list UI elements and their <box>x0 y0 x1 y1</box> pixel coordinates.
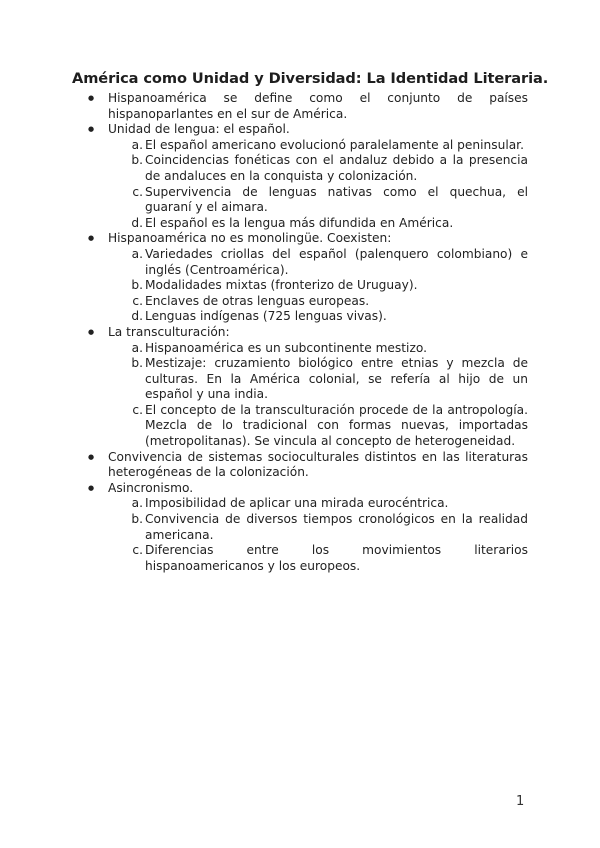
sub-item-marker: a. <box>131 496 143 511</box>
page-title: América como Unidad y Diversidad: La Identidad Literaria. <box>72 70 549 87</box>
content-area <box>0 91 600 574</box>
bullet-text: Unidad de lengua: el español. <box>108 122 290 137</box>
sub-item <box>131 496 528 512</box>
bullet-item <box>0 450 528 481</box>
sub-item <box>131 356 528 403</box>
sub-item-text: El español americano evolucionó paralelamente al peninsular. <box>145 137 524 152</box>
sub-item <box>131 246 528 278</box>
sub-item-marker: a. <box>131 340 143 355</box>
sub-item-text: Imposibilidad de aplicar una mirada eurocéntrica. <box>145 496 449 511</box>
sub-item <box>131 137 528 154</box>
sub-item-text: Coincidencias fonéticas con el andaluz debido a la presencia de andaluces en la conquista y colonización. <box>145 153 528 183</box>
sub-item-text: Convivencia de diversos tiempos cronológicos en la realidad americana. <box>145 512 528 542</box>
sub-item-marker: d. <box>131 215 143 230</box>
bullet-item <box>0 325 528 450</box>
sub-item <box>131 153 528 184</box>
sub-item <box>132 402 528 450</box>
sub-item-marker: c. <box>132 543 143 558</box>
sub-item-marker: a. <box>131 137 143 152</box>
sub-list <box>108 496 528 574</box>
sub-item-marker: c. <box>132 293 143 308</box>
sub-list <box>108 138 528 232</box>
sub-item <box>131 215 528 232</box>
sub-item-text: El concepto de la transculturación procede de la antropología. Mezcla de lo tradicional con formas nuevas, importadas (metropolitanas). Se vincula al concepto de heterogeneidad. <box>145 402 528 449</box>
bullet-item <box>0 481 528 575</box>
sub-item-text: Mestizaje: cruzamiento biológico entre etnias y mezcla de culturas. En la América colonial, se refería al hijo de un español y una india. <box>145 356 528 402</box>
sub-item-marker: b. <box>131 278 143 293</box>
sub-item-text: Hispanoamérica es un subcontinente mestizo. <box>145 340 427 355</box>
sub-item-marker: c. <box>132 402 143 417</box>
sub-item <box>132 543 528 574</box>
sub-item-text: Variedades criollas del español (palenquero colombiano) e inglés (Centroamérica). <box>145 246 528 277</box>
sub-item <box>131 340 528 357</box>
sub-item-marker: b. <box>131 356 143 371</box>
sub-item-text: Enclaves de otras lenguas europeas. <box>145 293 370 308</box>
bullet-text: Convivencia de sistemas socioculturales distintos en las literaturas heterogéneas de la colonización. <box>108 449 528 480</box>
sub-item <box>132 184 528 216</box>
sub-item-marker: d. <box>131 309 143 324</box>
bullet-text: Asincronismo. <box>108 480 194 495</box>
sub-item-marker: c. <box>132 184 143 199</box>
sub-item-text: Modalidades mixtas (fronterizo de Uruguay). <box>145 278 418 293</box>
sub-list <box>108 341 528 450</box>
sub-item <box>131 309 528 325</box>
bullet-item <box>0 91 528 122</box>
bullet-text: La transculturación: <box>108 324 230 339</box>
bullet-item <box>0 122 528 231</box>
sub-item-text: Diferencias entre los movimientos literarios hispanoamericanos y los europeos. <box>145 543 528 573</box>
sub-item <box>131 512 528 543</box>
sub-item-text: El español es la lengua más difundida en América. <box>145 215 454 230</box>
sub-item <box>131 278 528 294</box>
bullet-text: Hispanoamérica no es monolingüe. Coexisten: <box>108 231 392 246</box>
sub-item-text: Supervivencia de lenguas nativas como el quechua, el guaraní y el aimara. <box>145 184 528 215</box>
sub-item-marker: a. <box>131 246 143 261</box>
sub-item-marker: b. <box>131 512 143 527</box>
bullet-text: Hispanoamérica se define como el conjunto de países hispanoparlantes en el sur de América. <box>108 91 528 121</box>
bullet-item <box>0 231 528 325</box>
sub-item-text: Lenguas indígenas (725 lenguas vivas). <box>145 309 387 324</box>
sub-item-marker: b. <box>131 153 143 168</box>
sub-item <box>132 293 528 310</box>
sub-list <box>108 247 528 325</box>
page-number: 1 <box>516 794 525 809</box>
bullet-list <box>0 91 600 574</box>
